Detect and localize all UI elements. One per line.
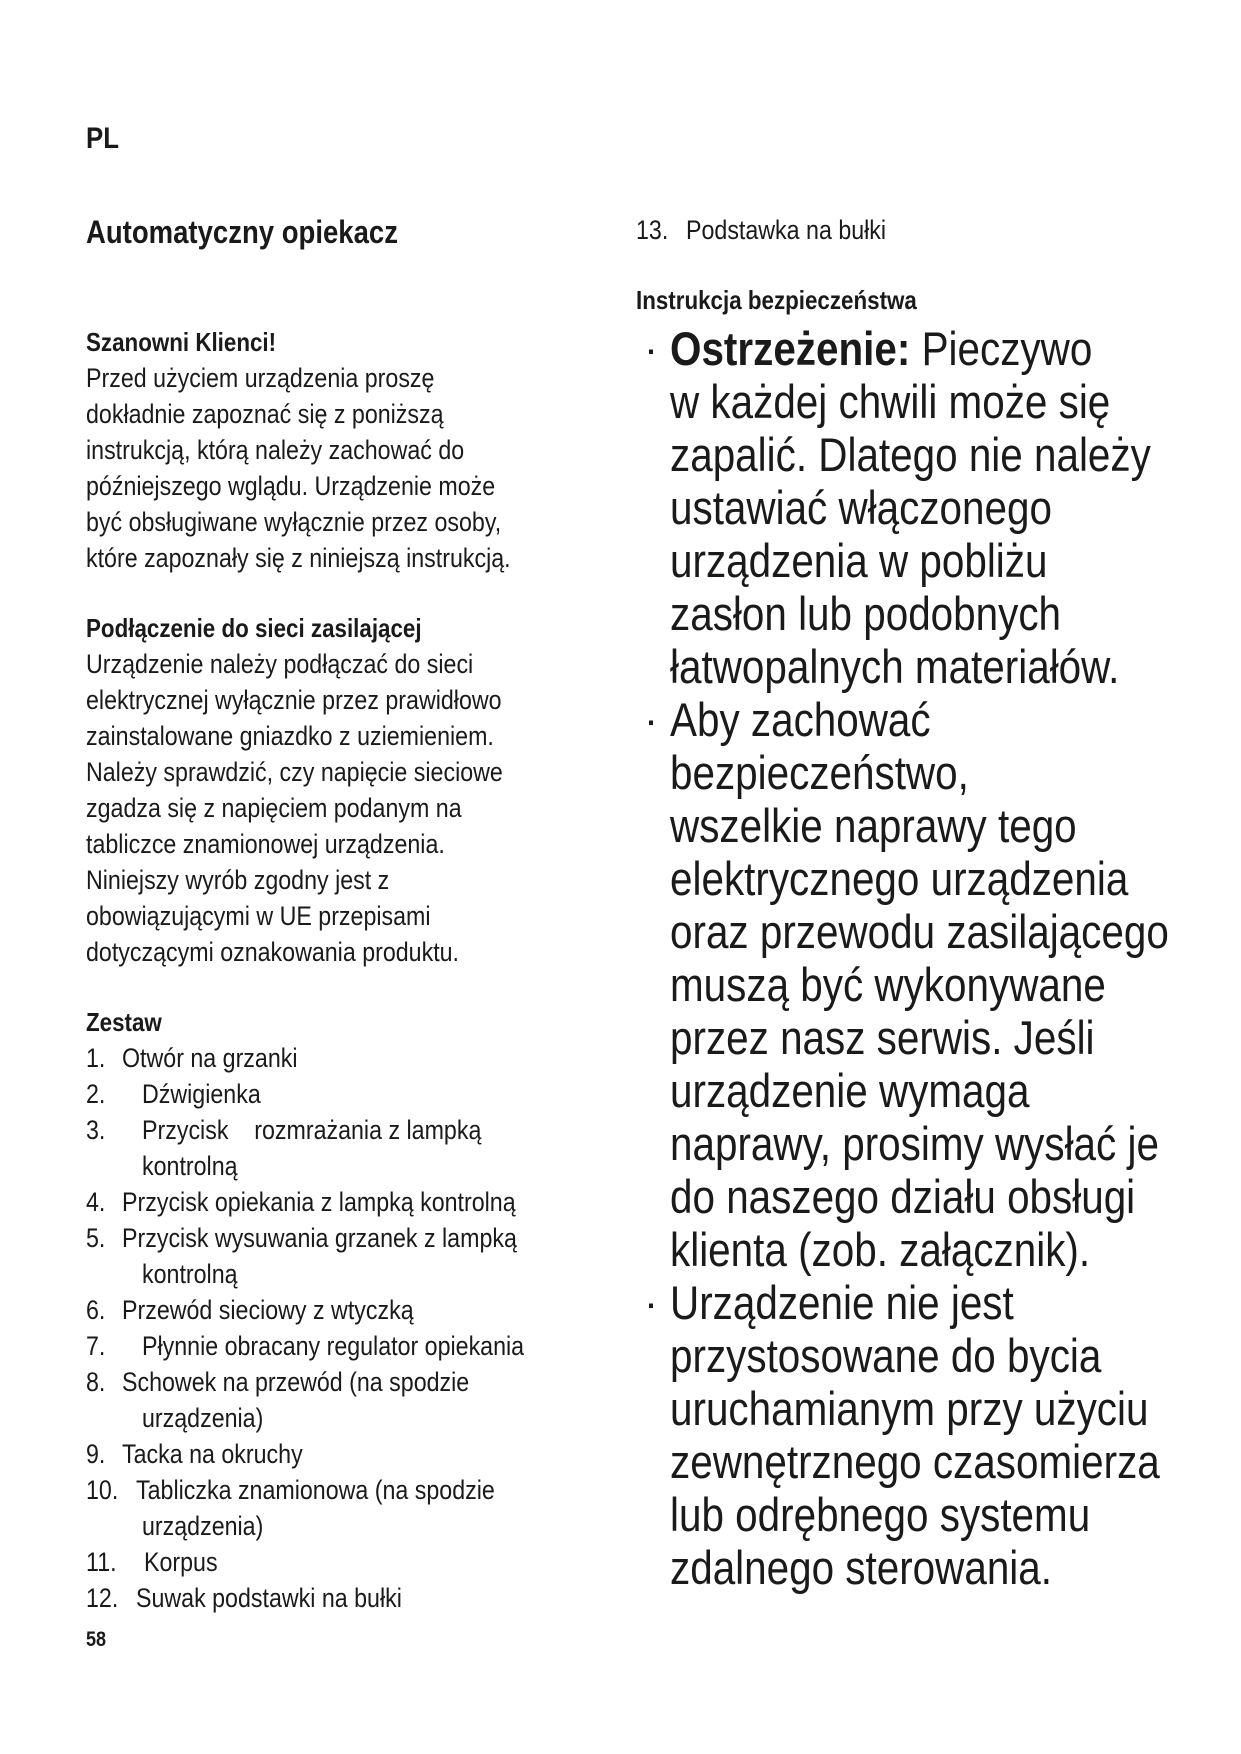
list-text: Płynnie obracany regulator opiekania — [142, 1331, 525, 1361]
page-number: 58 — [86, 1628, 107, 1651]
list-item — [86, 1292, 646, 1328]
list-number: 9. — [86, 1439, 106, 1469]
intro-line: późniejszego wglądu. Urządzenie może — [86, 471, 496, 501]
power-line: Należy sprawdzić, czy napięcie sieciowe — [86, 757, 503, 787]
list-text: kontrolną — [142, 1259, 238, 1289]
power-line: Niniejszy wyrób zgodny jest z — [86, 865, 390, 895]
list-text: Przycisk rozmrażania z lampką — [142, 1115, 482, 1145]
set-heading: Zestaw — [86, 1007, 162, 1037]
list-item — [86, 1472, 646, 1544]
list-text: Tacka na okruchy — [122, 1439, 303, 1469]
intro-line: być obsługiwane wyłącznie przez osoby, — [86, 507, 502, 537]
power-line: elektrycznej wyłącznie przez prawidłowo — [86, 685, 502, 715]
intro-line: Przed użyciem urządzenia proszę — [86, 363, 435, 393]
list-text: Przewód sieciowy z wtyczką — [122, 1295, 414, 1325]
list-item — [86, 1040, 646, 1076]
power-heading: Podłączenie do sieci zasilającej — [86, 613, 422, 643]
list-number: 2. — [86, 1079, 106, 1109]
list-number: 1. — [86, 1043, 106, 1073]
list-text: Dźwigienka — [142, 1079, 261, 1109]
list-number: 12. — [86, 1583, 119, 1613]
list-text: Otwór na grzanki — [122, 1043, 298, 1073]
list-item — [636, 212, 1196, 248]
list-item — [86, 1328, 646, 1364]
list-text: Tabliczka znamionowa (na spodzie — [136, 1475, 495, 1505]
list-number: 5. — [86, 1223, 106, 1253]
list-number: 11. — [86, 1547, 117, 1577]
safety-bullet: · Ostrzeżenie: Pieczywo w każdej chwili może się zapalić. Dlatego nie należy ustawiać włączonego urządzenia w pobliżu zasłon lub podobnych łatwopalnych materiałów. — [644, 322, 1151, 693]
power-line: dotyczącymi oznakowania produktu. — [86, 937, 460, 967]
list-text: Przycisk opiekania z lampką kontrolną — [122, 1187, 516, 1217]
bullet-icon: · — [644, 1279, 658, 1326]
power-line: Urządzenie należy podłączać do sieci — [86, 649, 474, 679]
list-text: Korpus — [144, 1547, 218, 1577]
safety-bullet: · Urządzenie nie jest przystosowane do bycia uruchamianym przy użyciu zewnętrznego czasomierza lub odrębnego systemu zdalnego sterowania. — [644, 1276, 1160, 1594]
list-text: urządzenia) — [142, 1403, 264, 1433]
list-number: 10. — [86, 1475, 119, 1505]
intro-line: dokładnie zapoznać się z poniższą — [86, 399, 444, 429]
list-number: 8. — [86, 1367, 106, 1397]
safety-heading: Instrukcja bezpieczeństwa — [636, 285, 917, 315]
right-column — [636, 212, 1196, 1594]
list-text: Schowek na przewód (na spodzie — [122, 1367, 470, 1397]
bullet-icon: · — [644, 325, 658, 372]
list-number: 6. — [86, 1295, 106, 1325]
list-item — [86, 1076, 646, 1112]
list-number: 4. — [86, 1187, 106, 1217]
list-item — [86, 1364, 646, 1436]
list-text: kontrolną — [142, 1151, 238, 1181]
list-text: Suwak podstawki na bułki — [136, 1583, 402, 1613]
list-item — [86, 1220, 646, 1292]
list-number: 3. — [86, 1115, 106, 1145]
intro-line: instrukcją, którą należy zachować do — [86, 435, 465, 465]
document-title: Automatyczny opiekacz — [86, 214, 398, 250]
list-item — [86, 1580, 646, 1616]
warning-label: Ostrzeżenie: — [670, 322, 911, 375]
intro-heading: Szanowni Klienci! — [86, 327, 277, 357]
language-code: PL — [86, 122, 119, 155]
list-item — [86, 1184, 646, 1220]
power-line: zainstalowane gniazdko z uziemieniem. — [86, 721, 494, 751]
list-text: urządzenia) — [142, 1511, 264, 1541]
intro-section — [86, 324, 646, 576]
list-item — [86, 1436, 646, 1472]
list-item — [86, 1112, 646, 1184]
left-column — [86, 212, 646, 1616]
intro-line: które zapoznały się z niniejszą instrukcją. — [86, 543, 511, 573]
list-number: 7. — [86, 1331, 106, 1361]
set-section — [86, 1004, 646, 1616]
list-text: Podstawka na bułki — [686, 215, 887, 245]
power-section — [86, 610, 646, 970]
power-line: zgadza się z napięciem podanym na — [86, 793, 462, 823]
bullet-icon: · — [644, 696, 658, 743]
list-text: Przycisk wysuwania grzanek z lampką — [122, 1223, 517, 1253]
power-line: obowiązującymi w UE przepisami — [86, 901, 431, 931]
list-number: 13. — [636, 215, 669, 245]
safety-bullet: · Aby zachować bezpieczeństwo, wszelkie naprawy tego elektrycznego urządzenia oraz przewodu zasilającego muszą być wykonywane przez nasz serwis. Jeśli urządzenie wymaga naprawy, prosimy wysłać je do naszego działu obsługi klienta (zob. załącznik). — [644, 693, 1169, 1276]
power-line: tabliczce znamionowej urządzenia. — [86, 829, 445, 859]
list-item — [86, 1544, 646, 1580]
